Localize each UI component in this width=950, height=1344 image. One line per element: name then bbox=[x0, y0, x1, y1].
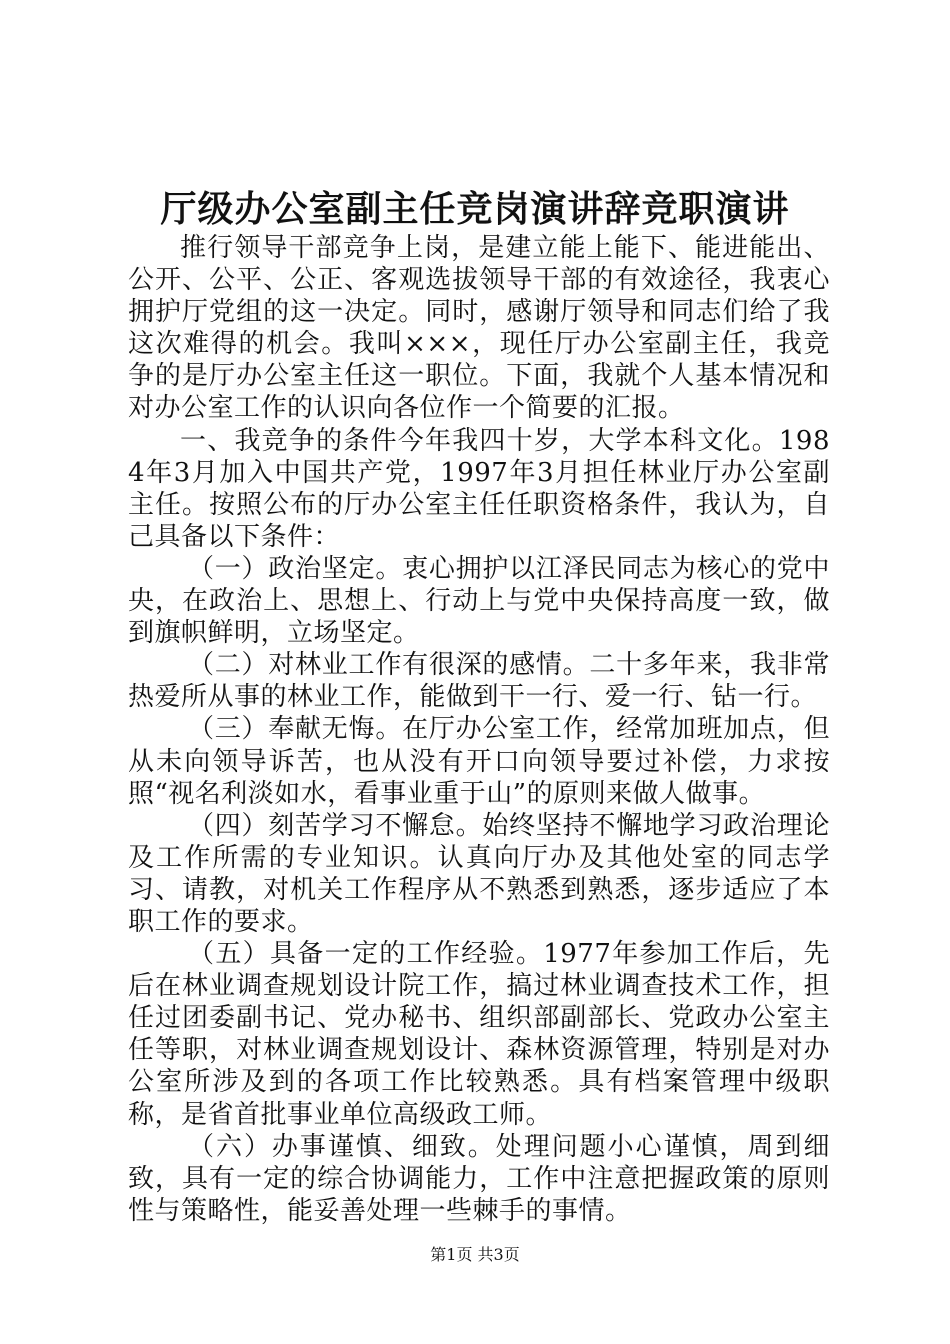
paragraph-item-3: （三）奉献无悔。在厅办公室工作，经常加班加点，但从未向领导诉苦，也从没有开口向领导要过补偿，力求按照“视名利淡如水，看事业重于山”的原则来做人做事。 bbox=[128, 714, 830, 809]
page-number-footer: 第1页 共3页 bbox=[430, 1245, 520, 1264]
document-body bbox=[128, 232, 830, 1227]
paragraph-item-4: （四）刻苦学习不懈怠。始终坚持不懈地学习政治理论及工作所需的专业知识。认真向厅办及其他处室的同志学习、请教，对机关工作程序从不熟悉到熟悉，逐步适应了本职工作的要求。 bbox=[128, 810, 830, 937]
paragraph-item-2: （二）对林业工作有很深的感情。二十多年来，我非常热爱所从事的林业工作，能做到干一行、爱一行、钻一行。 bbox=[128, 650, 830, 713]
paragraph-section-1: 一、我竞争的条件今年我四十岁，大学本科文化。1984年3月加入中国共产党，1997年3月担任林业厅办公室副主任。按照公布的厅办公室主任任职资格条件，我认为，自己具备以下条件： bbox=[128, 425, 830, 552]
paragraph-item-5: （五）具备一定的工作经验。1977年参加工作后，先后在林业调查规划设计院工作，搞过林业调查技术工作，担任过团委副书记、党办秘书、组织部副部长、党政办公室主任等职，对林业调查规划设计、森林资源管理，特别是对办公室所涉及到的各项工作比较熟悉。具有档案管理中级职称，是省首批事业单位高级政工师。 bbox=[128, 939, 830, 1130]
document-title: 厅级办公室副主任竞岗演讲辞竞职演讲 bbox=[160, 188, 790, 230]
paragraph-intro: 推行领导干部竞争上岗，是建立能上能下、能进能出、公开、公平、公正、客观选拔领导干部的有效途径，我衷心拥护厅党组的这一决定。同时，感谢厅领导和同志们给了我这次难得的机会。我叫×××，现任厅办公室副主任，我竞争的是厅办公室主任这一职位。下面，我就个人基本情况和对办公室工作的认识向各位作一个简要的汇报。 bbox=[128, 233, 830, 424]
paragraph-item-1: （一）政治坚定。衷心拥护以江泽民同志为核心的党中央，在政治上、思想上、行动上与党中央保持高度一致，做到旗帜鲜明，立场坚定。 bbox=[128, 553, 830, 649]
paragraph-item-6: （六）办事谨慎、细致。处理问题小心谨慎，周到细致，具有一定的综合协调能力，工作中注意把握政策的原则性与策略性，能妥善处理一些棘手的事情。 bbox=[128, 1131, 830, 1226]
